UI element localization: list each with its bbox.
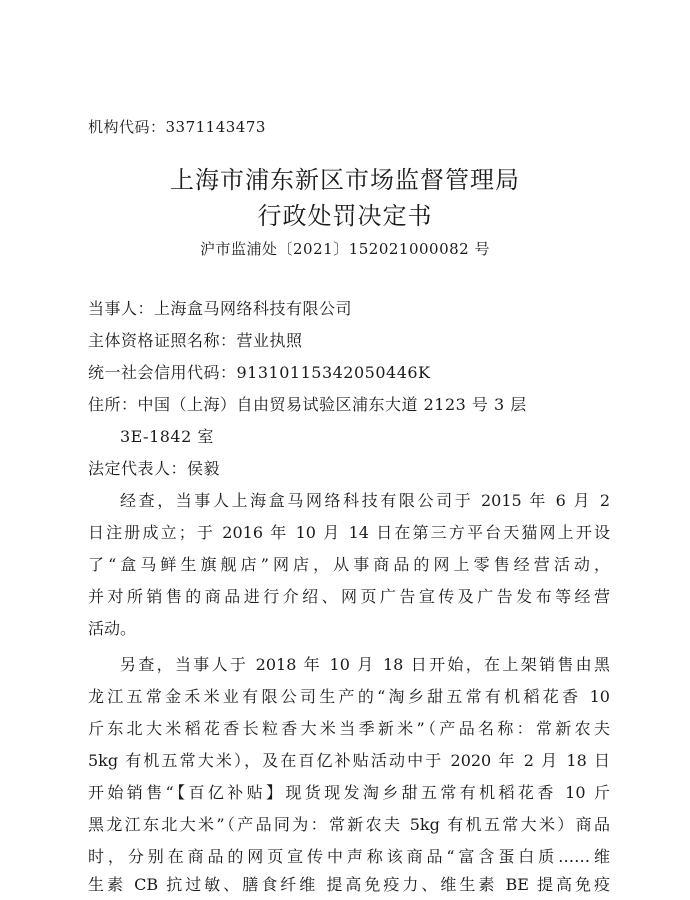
credit-code: 统一社会信用代码：91310115342050446K [88, 363, 431, 382]
paragraph-1-line: 活动。 [88, 619, 137, 638]
party-name: 当事人：上海盒马网络科技有限公司 [88, 299, 353, 318]
document-number: 沪市监浦处〔2021〕152021000082 号 [200, 240, 490, 258]
document-title-agency: 上海市浦东新区市场监督管理局 [170, 166, 520, 194]
paragraph-1-line: 了“盒马鲜生旗舰店”网店，从事商品的网上零售经营活动， [88, 555, 610, 574]
legal-representative: 法定代表人：侯毅 [88, 459, 221, 478]
license-type: 主体资格证照名称：营业执照 [88, 331, 303, 350]
paragraph-2-line: 另查，当事人于 2018 年 10 月 18 日开始，在上架销售由黑 [120, 655, 610, 674]
org-code: 机构代码：3371143473 [88, 118, 266, 136]
paragraph-2-line: 时，分别在商品的网页宣传中声称该商品“富含蛋白质……维 [88, 847, 610, 866]
paragraph-2-line: 斤东北大米稻花香长粒香大米当季新米”（产品名称：常新农夫 [88, 719, 610, 738]
paragraph-1-line: 经查，当事人上海盒马网络科技有限公司于 2015 年 6 月 2 [120, 491, 610, 510]
paragraph-1-line: 日注册成立；于 2016 年 10 月 14 日在第三方平台天猫网上开设 [88, 523, 610, 542]
paragraph-2-line: 开始销售“【百亿补贴】现货现发淘乡甜五常有机稻花香 10 斤 [88, 783, 610, 802]
paragraph-1-line: 并对所销售的商品进行介绍、网页广告宣传及广告发布等经营 [88, 587, 610, 606]
paragraph-2-line: 黑龙江东北大米”（产品同为：常新农夫 5kg 有机五常大米）商品 [88, 815, 610, 834]
paragraph-2-line: 生素 CB 抗过敏、膳食纤维 提高免疫力、维生素 BE 提高免疫 [88, 875, 610, 894]
paragraph-2-line: 5kg 有机五常大米），及在百亿补贴活动中于 2020 年 2 月 18 日 [88, 751, 610, 770]
document-title-type: 行政处罚决定书 [257, 202, 433, 230]
address-line-1: 住所：中国（上海）自由贸易试验区浦东大道 2123 号 3 层 [88, 395, 527, 414]
paragraph-2-line: 龙江五常金禾米业有限公司生产的“淘乡甜五常有机稻花香 10 [88, 687, 610, 706]
address-line-2: 3E-1842 室 [120, 427, 214, 446]
